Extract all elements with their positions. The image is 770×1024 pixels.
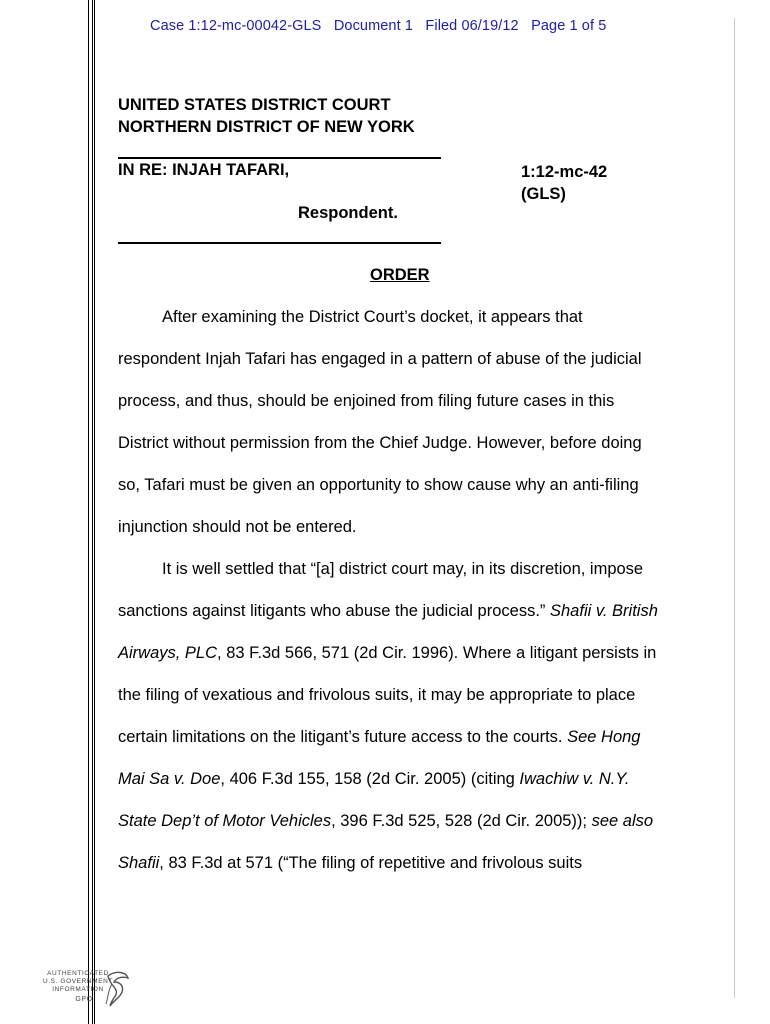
filing-header [150, 18, 606, 34]
body-text: certain limitations on the litigant’s future access to the courts. [118, 728, 568, 746]
case-number: Case 1:12-mc-00042-GLS [150, 18, 322, 34]
page-number: Page 1 of 5 [531, 18, 607, 34]
body-line: After examining the District Court’s docket, it appears that [162, 308, 583, 326]
case-citation: Mai Sa v. Doe [118, 770, 221, 788]
eagle-icon [104, 970, 130, 1012]
margin-rule [94, 0, 95, 1024]
body-line [118, 812, 653, 831]
body-line [118, 644, 656, 663]
caption-in-re: IN RE: INJAH TAFARI, [118, 161, 290, 179]
body-text: , 83 F.3d at 571 (“The filing of repetitive and frivolous suits [159, 854, 583, 872]
body-line [118, 602, 658, 621]
case-number-line-1: 1:12-mc-42 [521, 163, 608, 181]
stamp-line-1: AUTHENTICATED [47, 970, 109, 977]
caption-rule-bottom [118, 242, 441, 244]
court-line-1: UNITED STATES DISTRICT COURT [118, 96, 391, 114]
body-text: , 406 F.3d 155, 158 (2d Cir. 2005) (citing [220, 770, 520, 788]
body-line [118, 728, 640, 747]
case-citation: Airways, PLC [118, 644, 218, 662]
court-name [118, 94, 415, 138]
margin-rule [92, 0, 93, 1024]
caption-rule-top [118, 157, 441, 159]
caption-case-number [521, 161, 607, 205]
margin-rule [88, 0, 89, 1024]
document-title: ORDER [370, 266, 430, 284]
body-line [118, 770, 629, 789]
body-text: , 83 F.3d 566, 571 (2d Cir. 1996). Where a litigant persists in [217, 644, 657, 662]
signal-phrase: see also [591, 812, 654, 830]
stamp-line-3: INFORMATION [52, 986, 104, 993]
case-citation: Shafii v. British [550, 602, 658, 620]
stamp-line-4: GPO [75, 996, 93, 1003]
right-margin-rule [734, 18, 735, 998]
case-citation: State Dep’t of Motor Vehicles [118, 812, 332, 830]
case-number-line-2: (GLS) [521, 185, 566, 203]
document-number: Document 1 [333, 18, 414, 34]
body-line: the filing of vexatious and frivolous suits, it may be appropriate to place [118, 686, 636, 704]
body-text: sanctions against litigants who abuse the judicial process.” [118, 602, 550, 620]
stamp-line-2: U.S. GOVERNMENT [42, 978, 114, 985]
body-line: It is well settled that “[a] district court may, in its discretion, impose [162, 560, 644, 578]
body-text: , 396 F.3d 525, 528 (2d Cir. 2005)); [331, 812, 592, 830]
court-line-2: NORTHERN DISTRICT OF NEW YORK [118, 118, 415, 136]
body-line: District without permission from the Chief Judge. However, before doing [118, 434, 642, 452]
case-citation: See Hong [567, 728, 641, 746]
body-line: respondent Injah Tafari has engaged in a pattern of abuse of the judicial [118, 350, 642, 368]
body-line: process, and thus, should be enjoined from filing future cases in this [118, 392, 615, 410]
authentication-stamp [28, 966, 138, 1016]
filed-date: Filed 06/19/12 [425, 18, 519, 34]
body-line: so, Tafari must be given an opportunity to show cause why an anti-filing [118, 476, 639, 494]
case-citation: Iwachiw v. N.Y. [519, 770, 630, 788]
caption-party: Respondent. [298, 204, 398, 222]
body-line: injunction should not be entered. [118, 518, 357, 536]
body-line [118, 854, 582, 873]
case-citation: Shafii [118, 854, 160, 872]
